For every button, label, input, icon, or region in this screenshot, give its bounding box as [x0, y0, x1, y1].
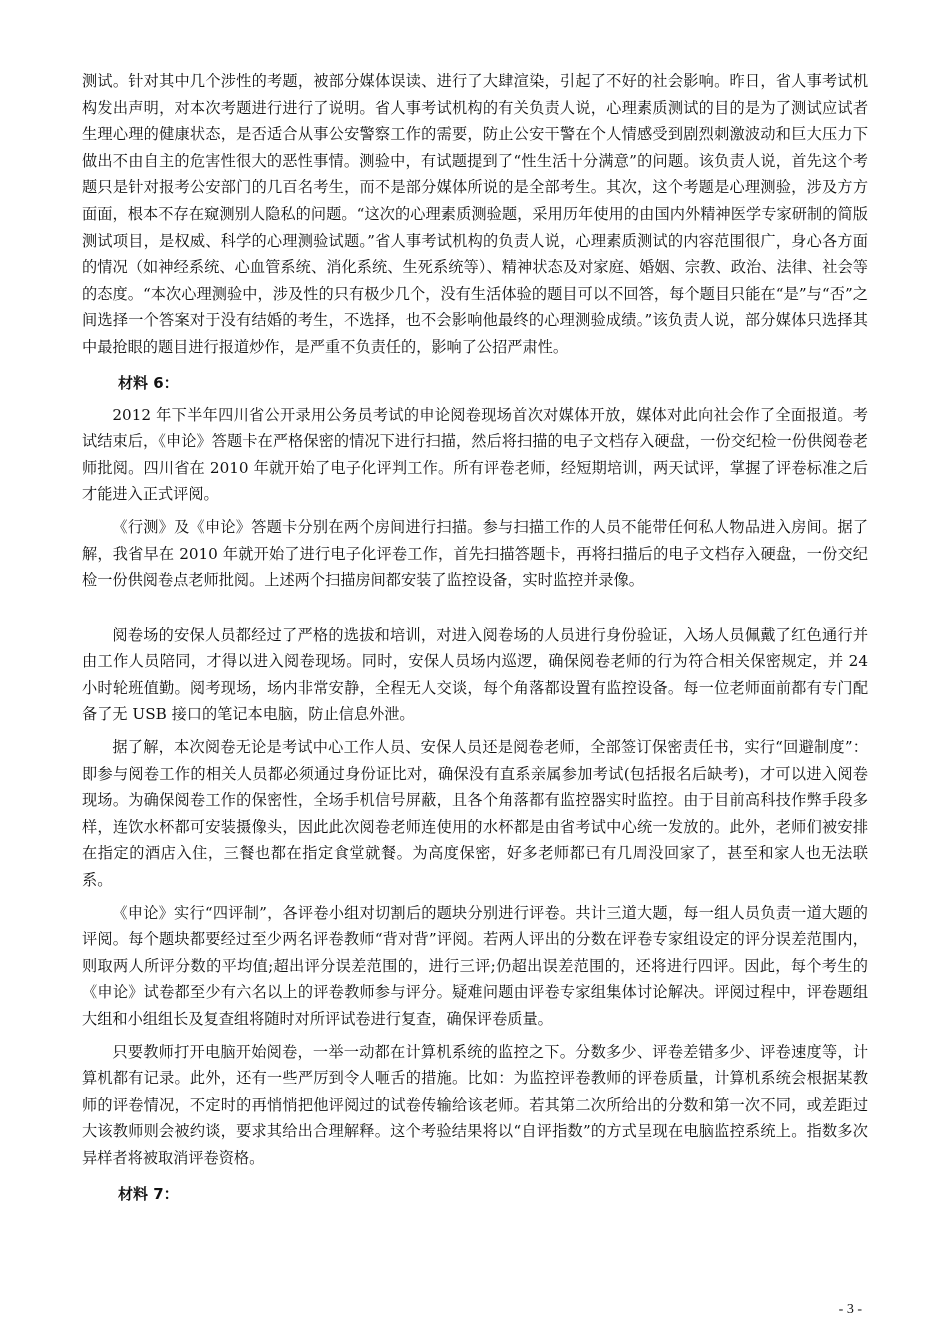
paragraph-material-6-5: 《申论》实行“四评制”，各评卷小组对切割后的题块分别进行评卷。共计三道大题，每一组人员负责一道大题的评阅。每个题块都要经过至少两名评卷教师“背对背”评阅。若两人评出的分数在评卷专家组设定的评分误差范围内，则取两人所评分数的平均值;超出评分误差范围的，进行三评;仍超出误差范围的，还将进行四评。因此，每个考生的《申论》试卷都至少有六名以上的评卷教师参与评分。疑难问题由评卷专家组集体讨论解决。评阅过程中，评卷题组大组和小组组长及复查组将随时对所评试卷进行复查，确保评卷质量。	[82, 903, 868, 1028]
paragraph-material-6-4: 据了解，本次阅卷无论是考试中心工作人员、安保人员还是阅卷老师，全部签订保密责任书，实行“回避制度”：即参与阅卷工作的相关人员都必须通过身份证比对，确保没有直系亲属参加考试(包括报名后缺考)，才可以进入阅卷现场。为确保阅卷工作的保密性，全场手机信号屏蔽，且各个角落都有监控器实时监控。由于目前高科技作弊手段多样，连饮水杯都可安装摄像头，因此此次阅卷老师连使用的水杯都是由省考试中心统一发放的。此外，老师们被安排在指定的酒店入住，三餐也都在指定食堂就餐。为高度保密，好多老师都已有几周没回家了，甚至和家人也无法联系。	[82, 738, 868, 890]
section-heading-material-7: 材料 7：	[118, 1184, 179, 1203]
paragraph-material-6-6: 只要教师打开电脑开始阅卷，一举一动都在计算机系统的监控之下。分数多少、评卷差错多少、评卷速度等，计算机都有记录。此外，还有一些严厉到令人咂舌的措施。比如：为监控评卷教师的评卷质量，计算机系统会根据某教师的评卷情况，不定时的再悄悄把他评阅过的试卷传输给该老师。若其第二次所给出的分数和第一次不同，或差距过大该教师则会被约谈，要求其给出合理解释。这个考验结果将以“自评指数”的方式呈现在电脑监控系统上。指数多次异样者将被取消评卷资格。	[82, 1042, 868, 1167]
paragraph-material-6-3: 阅卷场的安保人员都经过了严格的选拔和培训，对进入阅卷场的人员进行身份验证，入场人员佩戴了红色通行并由工作人员陪同，才得以进入阅卷现场。同时，安保人员场内巡逻，确保阅卷老师的行为符合相关保密规定，并 24 小时轮班值勤。阅考现场，场内非常安静，全程无人交谈，每个角落都设置有监控设备。每一位老师面前都有专门配备了无 USB 接口的笔记本电脑，防止信息外泄。	[82, 625, 868, 724]
section-heading-material-6: 材料 6：	[118, 373, 179, 392]
paragraph-material-6-2: 《行测》及《申论》答题卡分别在两个房间进行扫描。参与扫描工作的人员不能带任何私人物品进入房间。据了解，我省早在 2010 年就开始了进行电子化评卷工作，首先扫描答题卡，再将扫描后的电子文档存入硬盘，一份交纪检一份供阅卷点老师批阅。上述两个扫描房间都安装了监控设备，实时监控并录像。	[82, 517, 868, 590]
document-body	[82, 68, 868, 1213]
page-number: - 3 -	[838, 1302, 862, 1317]
paragraph-material-6-1: 2012 年下半年四川省公开录用公务员考试的申论阅卷现场首次对媒体开放，媒体对此向社会作了全面报道。考试结束后，《申论》答题卡在严格保密的情况下进行扫描，然后将扫描的电子文档存入硬盘，一份交纪检一份供阅卷老师批阅。四川省在 2010 年就开始了电子化评判工作。所有评卷老师，经短期培训，两天试评，掌握了评卷标准之后才能进入正式评阅。	[82, 405, 868, 504]
paragraph-intro: 测试。针对其中几个涉性的考题，被部分媒体误读、进行了大肆渲染，引起了不好的社会影响。昨日，省人事考试机构发出声明，对本次考题进行进行了说明。省人事考试机构的有关负责人说，心理素质测试的目的是为了测试应试者生理心理的健康状态，是否适合从事公安警察工作的需要，防止公安干警在个人情感受到剧烈刺激波动和巨大压力下做出不由自主的危害性很大的恶性事情。测验中，有试题提到了“性生活十分满意”的问题。该负责人说，首先这个考题只是针对报考公安部门的几百名考生，而不是部分媒体所说的是全部考生。其次，这个考题是心理测验，涉及方方面面，根本不存在窥测别人隐私的问题。“这次的心理素质测验题，采用历年使用的由国内外精神医学专家研制的简版测试项目，是权威、科学的心理测验试题。”省人事考试机构的负责人说，心理素质测试的内容范围很广，身心各方面的情况（如神经系统、心血管系统、消化系统、生死系统等）、精神状态及对家庭、婚姻、宗教、政治、法律、社会等的态度。“本次心理测验中，涉及性的只有极少几个，没有生活体验的题目可以不回答，每个题目只能在“是”与“否”之间选择一个答案对于没有结婚的考生，不选择，也不会影响他最终的心理测验成绩。”该负责人说，部分媒体只选择其中最抢眼的题目进行报道炒作，是严重不负责任的，影响了公招严肃性。	[82, 72, 868, 356]
